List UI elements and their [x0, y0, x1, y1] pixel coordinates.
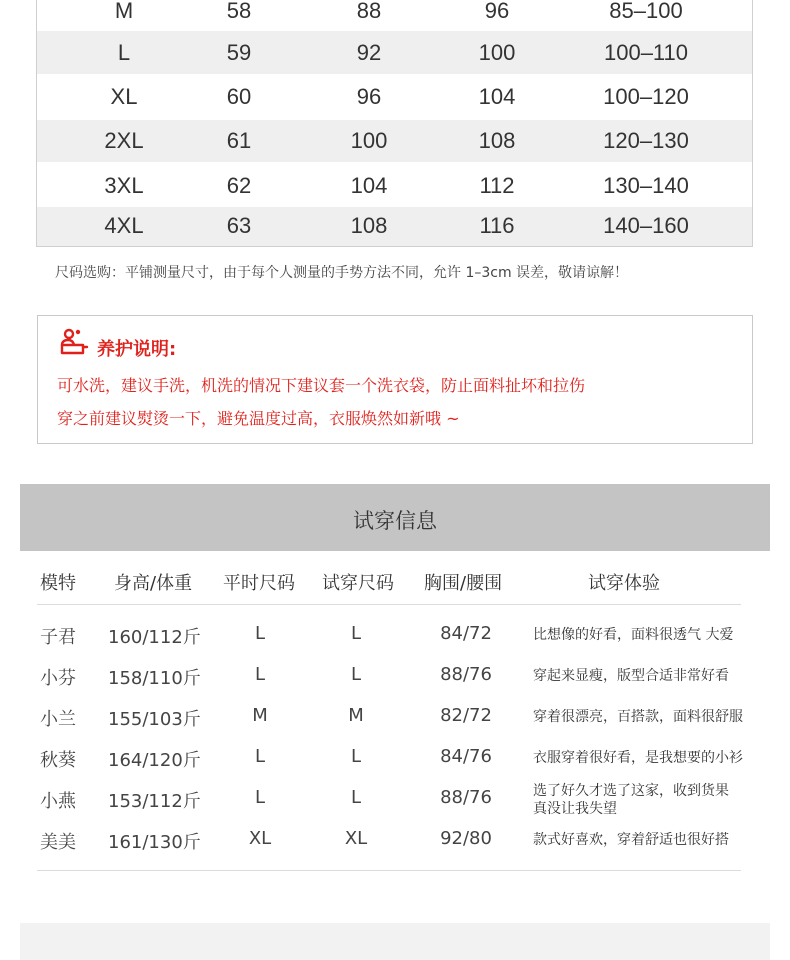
table-bottom-divider: [37, 870, 741, 871]
size-value: 58: [226, 0, 252, 23]
size-value: 100: [478, 40, 516, 65]
usual-size: XL: [248, 828, 272, 849]
size-value: 85–100: [609, 0, 683, 23]
size-value: 104: [350, 173, 388, 198]
size-label: 2XL: [104, 128, 144, 153]
chest-waist: 82/72: [440, 705, 492, 726]
size-value: 116: [479, 213, 515, 238]
usual-size: L: [254, 664, 266, 685]
size-value: 59: [226, 40, 252, 65]
size-value: 130–140: [603, 173, 689, 198]
table-row: [0, 623, 790, 663]
size-row-3xl: [37, 162, 752, 207]
size-label: M: [114, 0, 134, 23]
size-value: 100–110: [603, 40, 688, 65]
care-title: 养护说明:: [97, 339, 177, 360]
try-size: XL: [344, 828, 368, 849]
size-label: L: [117, 40, 131, 65]
care-box: [37, 315, 753, 444]
size-row-l: [37, 31, 752, 74]
size-value: 104: [478, 84, 516, 109]
size-value: 61: [226, 128, 252, 153]
size-value: 108: [478, 128, 516, 153]
care-line-1: 可水洗，建议手洗，机洗的情况下建议套一个洗衣袋，防止面料扯坏和拉伤: [57, 376, 586, 395]
try-size: M: [348, 705, 364, 726]
size-value: 96: [356, 84, 382, 109]
care-line-2: 穿之前建议熨烫一下，避免温度过高，衣服焕然如新哦 ~: [57, 409, 460, 428]
chest-waist: 84/76: [440, 746, 492, 767]
experience: 穿起来显瘦，版型合适非常好看: [533, 668, 729, 684]
experience: 衣服穿着很好看，是我想要的小衫: [533, 750, 743, 766]
table-row: [0, 664, 790, 704]
size-value: 100–120: [603, 84, 689, 109]
size-value: 62: [226, 173, 252, 198]
try-size: L: [350, 623, 362, 644]
height-weight: 158/110斤: [108, 668, 201, 689]
experience: 比想像的好看，面料很透气 大爱: [533, 627, 734, 643]
size-value: 92: [356, 40, 382, 65]
chest-waist: 92/80: [440, 828, 492, 849]
size-value: 120–130: [603, 128, 689, 153]
header-experience: 试穿体验: [588, 573, 660, 594]
model-name: 秋葵: [40, 750, 76, 771]
size-table: [36, 0, 753, 247]
size-row-4xl: [37, 207, 752, 246]
model-name: 小芬: [40, 668, 76, 689]
model-name: 小兰: [40, 709, 76, 730]
header-divider: [37, 604, 741, 605]
chest-waist: 88/76: [440, 787, 492, 808]
model-name: 子君: [40, 627, 76, 648]
model-name: 美美: [40, 832, 76, 853]
usual-size: L: [254, 787, 266, 808]
size-value: 88: [356, 0, 382, 23]
header-height-weight: 身高/体重: [114, 573, 193, 594]
header-try-size: 试穿尺码: [322, 573, 394, 594]
table-row: [0, 783, 790, 827]
size-value: 108: [350, 213, 388, 238]
size-label: 4XL: [104, 213, 144, 238]
size-value: 96: [484, 0, 510, 23]
size-value: 60: [226, 84, 252, 109]
height-weight: 160/112斤: [108, 627, 201, 648]
size-value: 112: [479, 173, 515, 198]
usual-size: L: [254, 623, 266, 644]
header-usual-size: 平时尺码: [223, 573, 295, 594]
try-size: L: [350, 787, 362, 808]
experience: 穿着很漂亮，百搭款，面料很舒服: [533, 709, 743, 725]
usual-size: M: [252, 705, 268, 726]
chest-waist: 84/72: [440, 623, 492, 644]
size-note: 尺码选购：平铺测量尺寸，由于每个人测量的手势方法不同，允许 1–3cm 误差，敬请谅解！: [55, 265, 629, 281]
try-size: L: [350, 664, 362, 685]
size-label: XL: [110, 84, 138, 109]
height-weight: 155/103斤: [108, 709, 201, 730]
care-person-icon: [59, 327, 89, 357]
experience: 款式好喜欢，穿着舒适也很好搭: [533, 832, 729, 848]
header-chest-waist: 胸围/腰围: [424, 573, 503, 594]
height-weight: 153/112斤: [108, 791, 201, 812]
experience: 选了好久才选了这家，收到货果真没让我失望: [533, 783, 729, 817]
table-row: [0, 705, 790, 745]
size-row-xl: [37, 74, 752, 120]
height-weight: 161/130斤: [108, 832, 201, 853]
size-row-m: [37, 0, 752, 30]
size-value: 140–160: [603, 213, 689, 238]
size-row-2xl: [37, 120, 752, 162]
height-weight: 164/120斤: [108, 750, 201, 771]
table-row: [0, 746, 790, 786]
size-value: 100: [350, 128, 388, 153]
model-name: 小燕: [40, 791, 76, 812]
fitting-banner: [20, 484, 770, 551]
fitting-title: 试穿信息: [353, 509, 437, 533]
bottom-strip: [20, 923, 770, 960]
try-size: L: [350, 746, 362, 767]
size-label: 3XL: [104, 173, 144, 198]
table-row: [0, 828, 790, 868]
size-value: 63: [226, 213, 252, 238]
chest-waist: 88/76: [440, 664, 492, 685]
header-model: 模特: [40, 573, 76, 594]
usual-size: L: [254, 746, 266, 767]
